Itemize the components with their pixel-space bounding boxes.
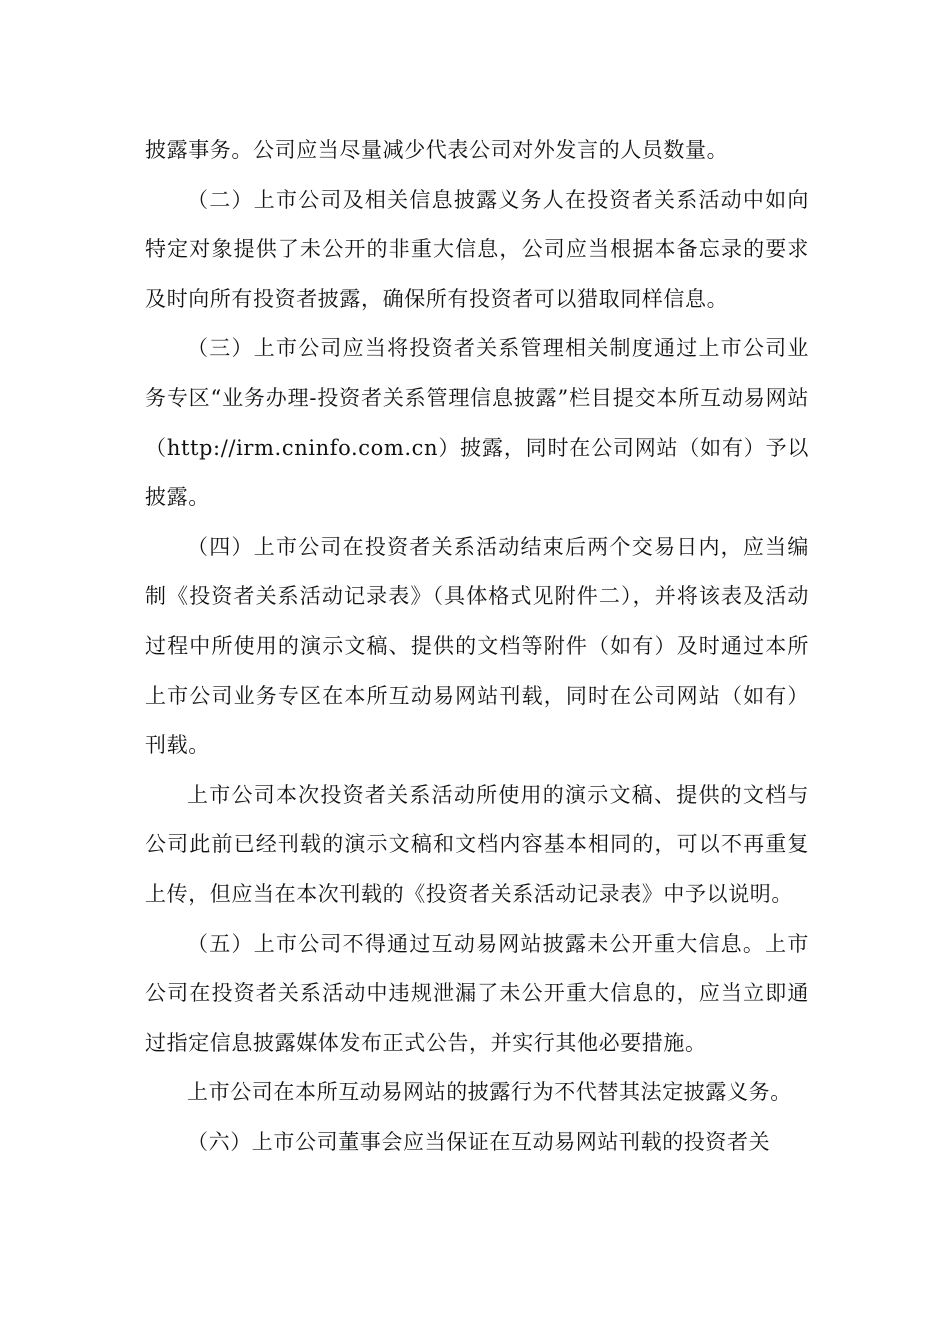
document-body (145, 126, 809, 1167)
paragraph-item-5-note: 上市公司在本所互动易网站的披露行为不代替其法定披露义务。 (187, 1080, 792, 1105)
paragraph-continuation: 披露事务。公司应当尽量减少代表公司对外发言的人员数量。 (145, 138, 729, 162)
paragraph-item-4: （四）上市公司在投资者关系活动结束后两个交易日内，应当编制《投资者关系活动记录表》（具体格式见附件二），并将该表及活动过程中所使用的演示文稿、提供的文档等附件（如有）及时通过本所上市公司业务专区在本所互动易网站刊载，同时在公司网站（如有）刊载。 (145, 534, 809, 758)
paragraph-item-3: （三）上市公司应当将投资者关系管理相关制度通过上市公司业务专区“业务办理-投资者关系管理信息披露”栏目提交本所互动易网站（http://irm.cninfo.com.cn）披露，同时在公司网站（如有）予以披露。 (145, 336, 809, 510)
paragraph-item-6: （六）上市公司董事会应当保证在互动易网站刊载的投资者关 (187, 1129, 771, 1154)
paragraph-item-2: （二）上市公司及相关信息披露义务人在投资者关系活动中如向特定对象提供了未公开的非重大信息，公司应当根据本备忘录的要求及时向所有投资者披露，确保所有投资者可以猎取同样信息。 (145, 187, 809, 311)
paragraph-item-4-note: 上市公司本次投资者关系活动所使用的演示文稿、提供的文档与公司此前已经刊载的演示文稿和文档内容基本相同的，可以不再重复上传，但应当在本次刊载的《投资者关系活动记录表》中予以说明。 (145, 782, 809, 906)
paragraph-item-5: （五）上市公司不得通过互动易网站披露未公开重大信息。上市公司在投资者关系活动中违规泄漏了未公开重大信息的，应当立即通过指定信息披露媒体发布正式公告，并实行其他必要措施。 (145, 931, 809, 1055)
